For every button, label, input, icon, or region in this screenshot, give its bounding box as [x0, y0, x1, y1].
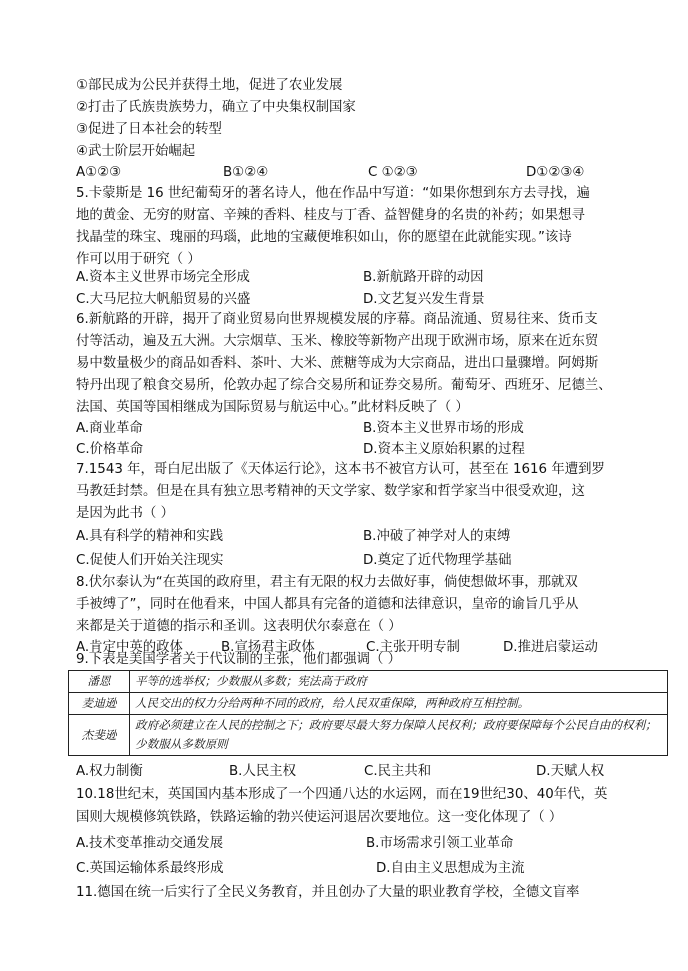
- q5-option-b: B.新航路开辟的动因: [363, 270, 484, 285]
- q5-line-4: 作可以用于研究（ ）: [76, 252, 201, 267]
- table-cell-name: 麦迪逊: [69, 693, 130, 715]
- q5-option-c: C.大马尼拉大帆船贸易的兴盛: [76, 292, 251, 307]
- q8-line-2: 手被缚了”，同时在他看来，中国人都具有完备的道德和法律意识，皇帝的谕旨几乎从: [76, 597, 579, 612]
- q5-line-2: 地的黄金、无穷的财富、辛辣的香料、桂皮与丁香、益智健身的名贵的补药；如果想寻: [76, 208, 585, 223]
- q8-line-3: 来都是关于道德的指示和圣训。这表明伏尔泰意在（ ）: [76, 619, 402, 634]
- q6-line-2: 付等活动，遍及五大洲。大宗烟草、玉米、橡胶等新物产出现于欧洲市场，原来在近东贸: [76, 334, 599, 349]
- q6-line-1: 6.新航路的开辟，揭开了商业贸易向世界规模发展的序幕。商品流通、贸易往来、货币支: [76, 312, 598, 327]
- q8-option-d: D.推进启蒙运动: [503, 640, 598, 655]
- q10-option-c: C.英国运输体系最终形成: [76, 861, 224, 876]
- table-row: [69, 671, 668, 693]
- table-cell-text: 人民交出的权力分给两种不同的政府，给人民双重保障，两种政府互相控制。: [130, 693, 668, 715]
- table-row: [69, 693, 668, 715]
- q7-option-b: B.冲破了神学对人的束缚: [363, 529, 511, 544]
- q11-line: 11.德国在统一后实行了全民义务教育，并且创办了大量的职业教育学校，全德文盲率: [76, 885, 580, 900]
- q4-item-1: ①部民成为公民并获得土地，促进了农业发展: [76, 78, 343, 93]
- q10-option-a: A.技术变革推动交通发展: [76, 836, 224, 851]
- q7-line-2: 马教廷封禁。但是在具有独立思考精神的天文学家、数学家和哲学家当中很受欢迎，这: [76, 484, 585, 499]
- q10-option-d: D.自由主义思想成为主流: [376, 861, 525, 876]
- q7-option-a: A.具有科学的精神和实践: [76, 529, 224, 544]
- q5-line-3: 找晶莹的珠宝、瑰丽的玛瑙，此地的宝藏便堆积如山，你的愿望在此就能实现。”该诗: [76, 230, 572, 245]
- q10-line-1: 10.18世纪末，英国国内基本形成了一个四通八达的水运网，而在19世纪30、40年代，英: [76, 787, 608, 802]
- table-cell-text: 平等的选举权；少数服从多数；宪法高于政府: [130, 671, 668, 693]
- q9-option-d: D.天赋人权: [536, 764, 605, 779]
- table-row: [69, 715, 668, 756]
- q6-option-d: D.资本主义原始积累的过程: [363, 442, 525, 457]
- q7-option-d: D.奠定了近代物理学基础: [363, 553, 512, 568]
- q7-option-c: C.促使人们开始关注现实: [76, 553, 224, 568]
- q4-item-4: ④武士阶层开始崛起: [76, 144, 196, 159]
- q6-option-b: B.资本主义世界市场的形成: [363, 421, 524, 436]
- q4-option-a: A①②③: [76, 165, 122, 180]
- q4-item-2: ②打击了氏族贵族势力，确立了中央集权制国家: [76, 100, 356, 115]
- q6-line-4: 特丹出现了粮食交易所，伦敦办起了综合交易所和证券交易所。葡萄牙、西班牙、尼德兰、: [76, 378, 612, 393]
- q7-line-3: 是因为此书（ ）: [76, 506, 174, 521]
- q8-option-a: A.肯定中英的政体: [76, 640, 183, 655]
- q7-line-1: 7.1543 年，哥白尼出版了《天体运行论》，这本书不被官方认可，甚至在 1616 年遭到罗: [76, 462, 605, 477]
- q6-line-3: 易中数量极少的商品如香料、茶叶、大米、蔗糖等成为大宗商品，进出口量骤增。阿姆斯: [76, 356, 599, 371]
- q10-option-b: B.市场需求引领工业革命: [366, 836, 514, 851]
- q4-item-3: ③促进了日本社会的转型: [76, 122, 222, 137]
- q9-line: 9.下表是美国学者关于代议制的主张，他们都强调（ ）: [76, 652, 402, 667]
- q4-option-d: D①②③④: [526, 165, 585, 180]
- table-cell-text: 政府必须建立在人民的控制之下；政府要尽最大努力保障人民权利；政府要保障每个公民自由的权利；少数服从多数原则: [130, 715, 668, 756]
- q6-line-5: 法国、英国等国相继成为国际贸易与航运中心。”此材料反映了（ ）: [76, 400, 469, 415]
- q4-option-c: C ①②③: [368, 165, 418, 180]
- q9-option-c: C.民主共和: [364, 764, 432, 779]
- q9-option-a: A.权力制衡: [76, 764, 143, 779]
- q5-line-1: 5.卡蒙斯是 16 世纪葡萄牙的著名诗人，他在作品中写道：“如果你想到东方去寻找，遍: [76, 186, 590, 201]
- q8-option-b: B.宣扬君主政体: [221, 640, 315, 655]
- q4-option-b: B①②④: [223, 165, 269, 180]
- q5-option-a: A.资本主义世界市场完全形成: [76, 270, 250, 285]
- q6-option-a: A.商业革命: [76, 421, 143, 436]
- q6-option-c: C.价格革命: [76, 442, 144, 457]
- q9-option-b: B.人民主权: [229, 764, 297, 779]
- table-cell-name: 杰斐逊: [69, 715, 130, 756]
- q8-line-1: 8.伏尔泰认为“在英国的政府里，君主有无限的权力去做好事，倘使想做坏事，那就双: [76, 575, 578, 590]
- q8-option-c: C.主张开明专制: [366, 640, 460, 655]
- q5-option-d: D.文艺复兴发生背景: [363, 292, 485, 307]
- q10-line-2: 国则大规模修筑铁路，铁路运输的勃兴使运河退居次要地位。这一变化体现了（ ）: [76, 810, 563, 825]
- table-cell-name: 潘恩: [69, 671, 130, 693]
- q9-table: [68, 670, 668, 756]
